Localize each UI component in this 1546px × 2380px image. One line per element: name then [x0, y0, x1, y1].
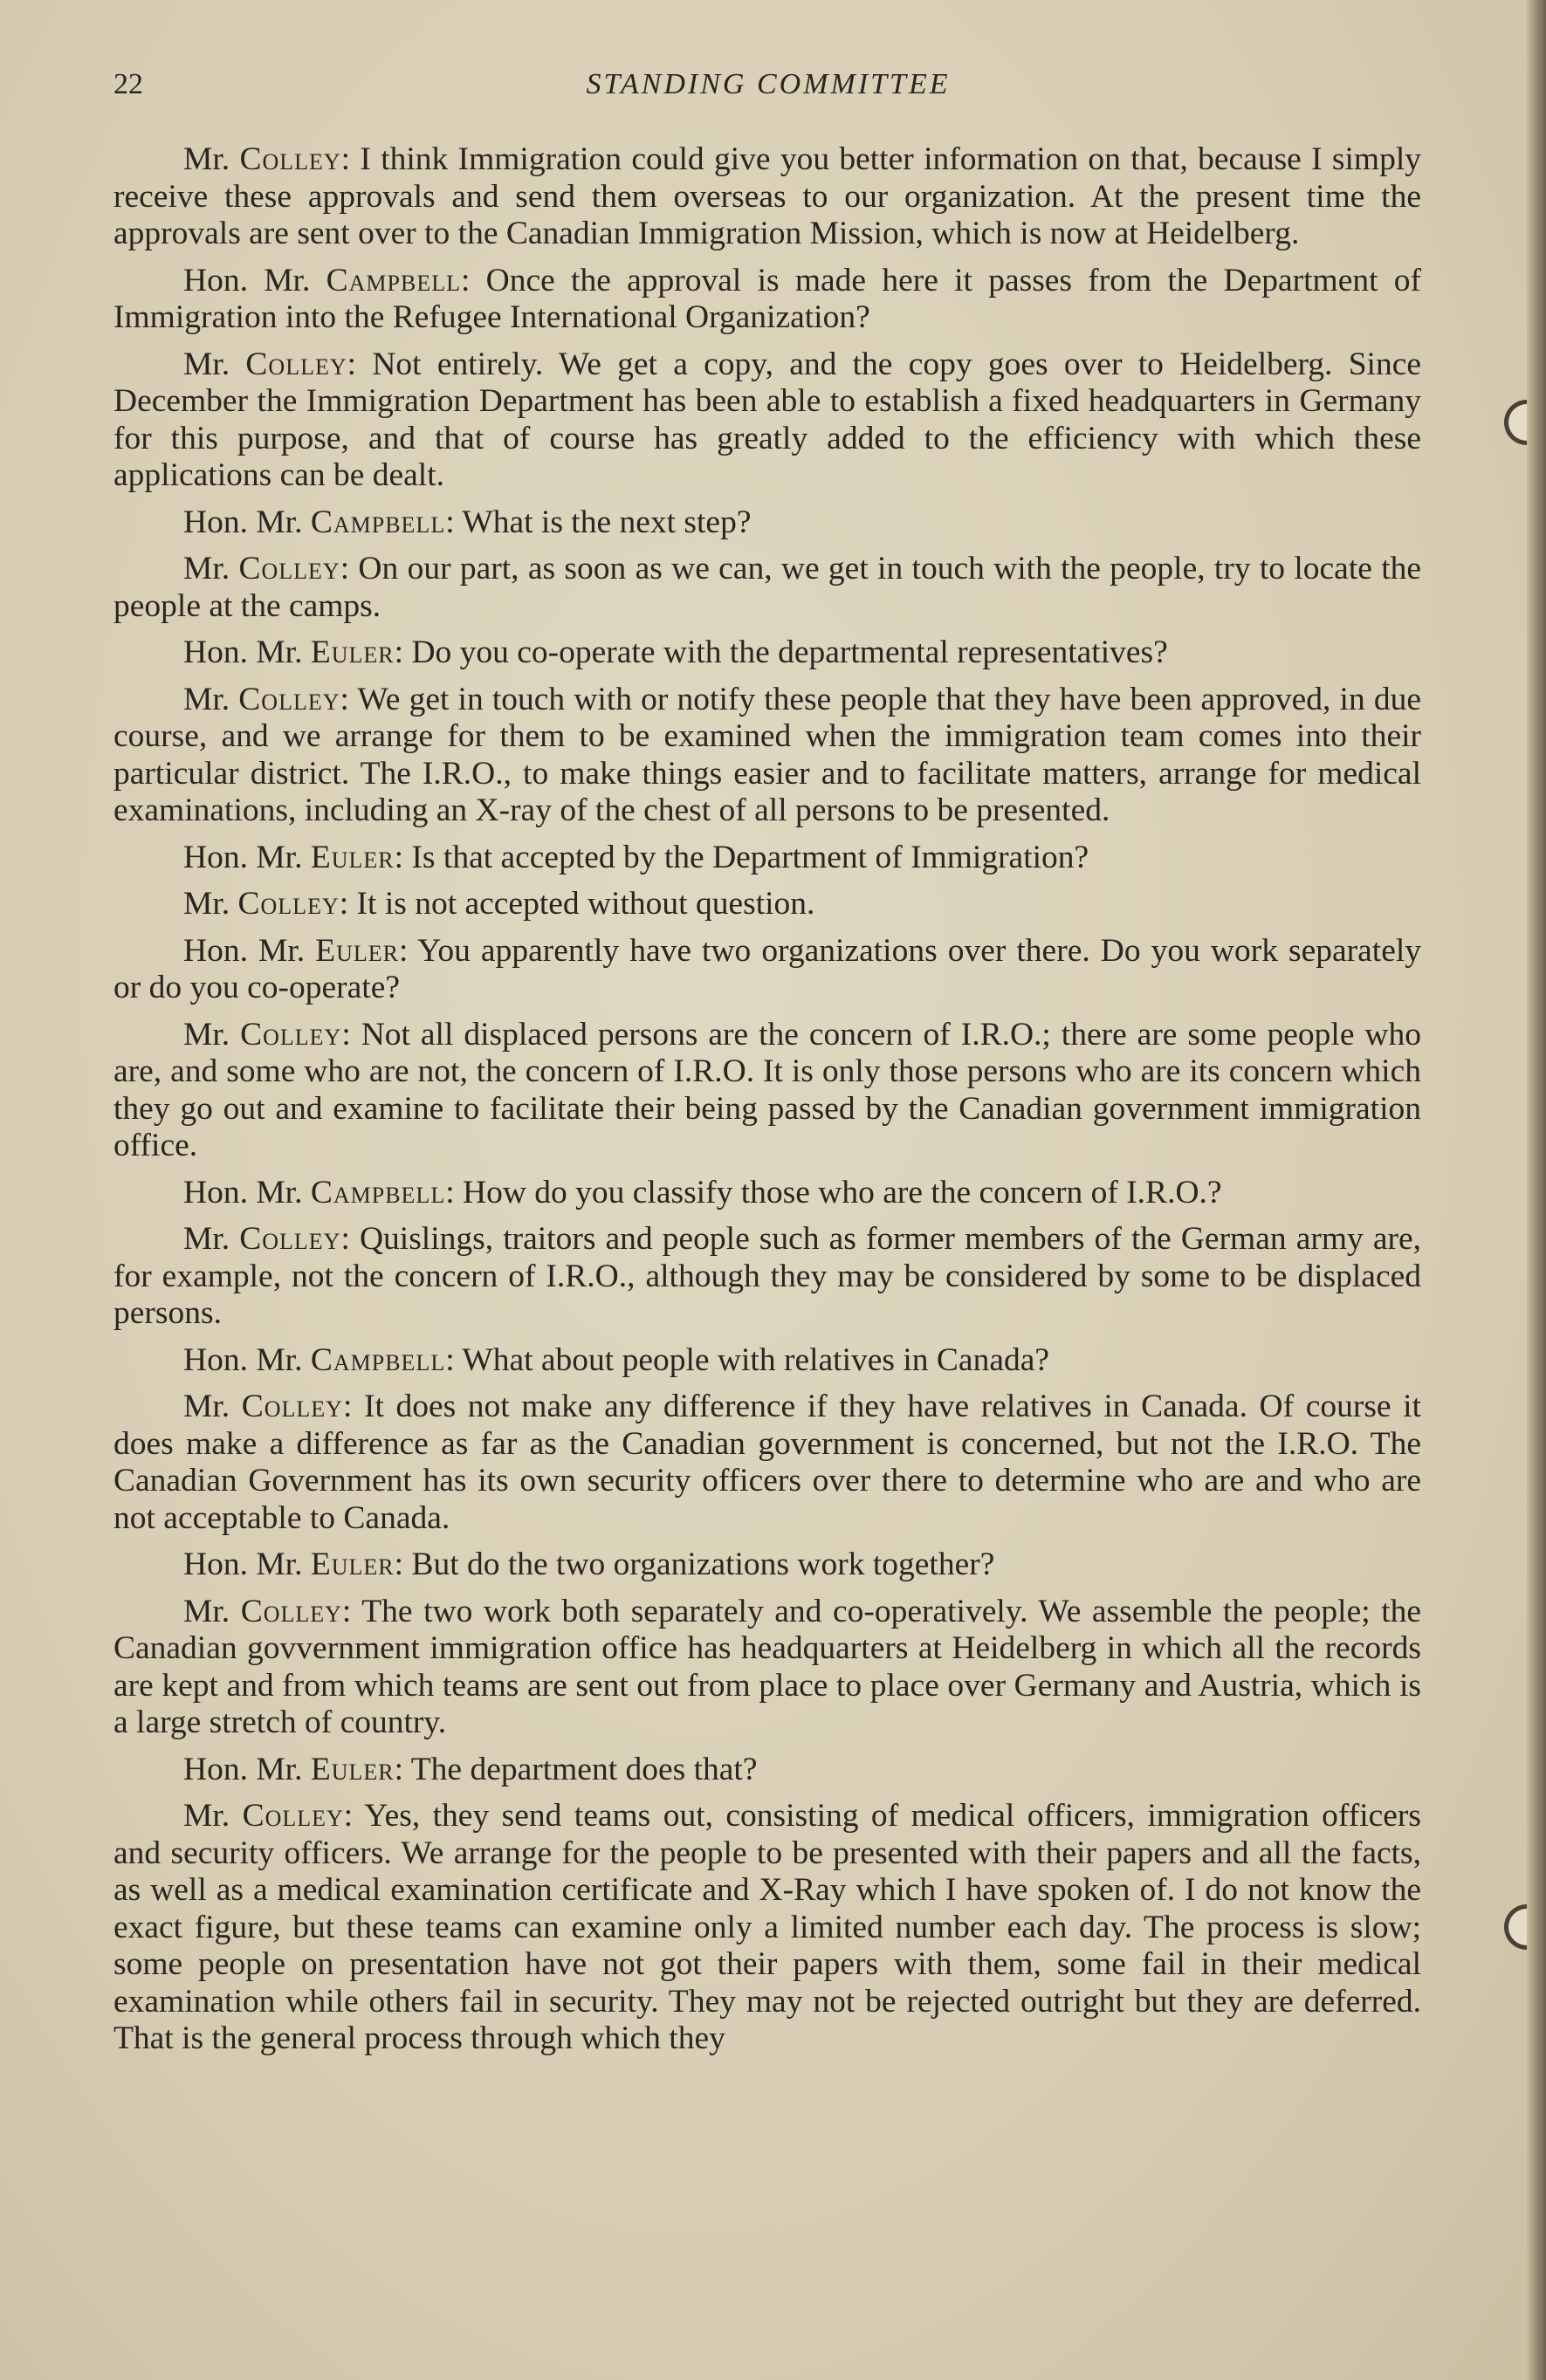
speech-text: It is not accepted without question. [356, 886, 815, 922]
binder-ring-mark [1504, 1904, 1527, 1950]
speaker-title: Hon. Mr. [183, 1751, 303, 1787]
speech-text: Not entirely. We get a copy, and the copy goes over to Heidelberg. Since December the Immigration Department has been able to establish a fixed headquarters in Germany for this purpose, and that of course has greatly added to the efficiency with which these applications can be dealt. [113, 346, 1422, 493]
page-header [113, 68, 1423, 112]
speaker-name: Campbell [310, 1174, 446, 1211]
speech-text: But do the two organizations work together? [411, 1547, 995, 1582]
speaker-name: Colley [240, 1016, 342, 1053]
speaker-name: Colley [239, 141, 341, 177]
transcript-paragraph: Mr. Colley: On our part, as soon as we can, we get in touch with the people, try to locate the people at the camps. [113, 551, 1422, 624]
transcript-paragraph: Mr. Colley: Quislings, traitors and people such as former members of the German army are, for example, not the concern of I.R.O., although they may be considered by some to be displaced persons. [113, 1221, 1421, 1331]
speech-text: The two work both separately and co-operatively. We assemble the people; the Canadian govvernment immigration office has headquarters at Heidelberg in which all the records are kept and from which teams are sent out from place to place over Germany and Austria, which is a large stretch of country. [113, 1593, 1422, 1740]
page-number: 22 [113, 68, 143, 100]
transcript-paragraph: Mr. Colley: Not all displaced persons are the concern of I.R.O.; there are some people who are, and some who are not, the concern of I.R.O. It is only those persons who are its concern which they go out and examine to facilitate their being passed by the Canadian government immigration office. [113, 1016, 1421, 1163]
speaker-name: Colley [240, 1593, 342, 1629]
speaker-name: Euler [310, 634, 395, 670]
speaker-title: Mr. [183, 1389, 230, 1424]
transcript-paragraph: Hon. Mr. Euler: You apparently have two organizations over there. Do you work separately or do you co-operate? [113, 932, 1422, 1005]
speech-text: What about people with relatives in Canada? [462, 1341, 1050, 1378]
speaker-title: Hon. Mr. [183, 634, 303, 670]
speaker-name: Euler [315, 932, 399, 969]
transcript-paragraph: Hon. Mr. Campbell: What is the next step? [183, 504, 752, 540]
speaker-name: Euler [310, 1547, 395, 1582]
speaker-name: Colley [242, 1798, 344, 1834]
speech-text: It does not make any difference if they have relatives in Canada. Of course it does make a difference as far as the Canadian government is concerned, but not the I.R.O. The Canadian Government has its own security officers over there to determine who are and who are not acceptable to Canada. [113, 1389, 1421, 1536]
speech-text: I think Immigration could give you better information on that, because I simply receive these approvals and send them overseas to our organization. At the present time the approvals are sent over to the Canadian Immigration Mission, which is now at Heidelberg. [113, 141, 1422, 251]
speaker-title: Hon. Mr. [183, 839, 303, 875]
speaker-name: Colley [239, 1221, 341, 1257]
speech-text: How do you classify those who are the concern of I.R.O.? [463, 1174, 1222, 1211]
page-edge [1527, 0, 1546, 2380]
speaker-name: Colley [238, 681, 340, 717]
speaker-title: Hon. Mr. [183, 262, 311, 298]
speaker-name: Campbell [310, 504, 446, 540]
speech-text: Do you co-operate with the departmental representatives? [411, 634, 1168, 670]
speaker-name: Campbell [326, 262, 461, 298]
speaker-title: Mr. [183, 1798, 230, 1834]
speech-text: The department does that? [410, 1751, 758, 1787]
speaker-title: Mr. [183, 1221, 230, 1257]
speaker-name: Colley [237, 886, 340, 922]
transcript-paragraph: Mr. Colley: We get in touch with or notify these people that they have been approved, in due course, and we arrange for them to be examined when the immigration team comes into their particular district. The I.R.O., to make things easier and to facilitate matters, arrange for medical examinations, including an X-ray of the chest of all persons to be presented. [113, 681, 1422, 828]
speech-text: On our part, as soon as we can, we get in touch with the people, try to locate the people at the camps. [113, 551, 1422, 624]
transcript-paragraph: Hon. Mr. Euler: The department does that? [183, 1751, 758, 1787]
transcript-paragraph: Mr. Colley: Not entirely. We get a copy, and the copy goes over to Heidelberg. Since December the Immigration Department has been able to establish a fixed headquarters in Germany for this purpose, and that of course has greatly added to the efficiency with which these applications can be dealt. [113, 346, 1422, 493]
transcript-paragraph: Hon. Mr. Campbell: Once the approval is made here it passes from the Department of Immigration into the Refugee International Organization? [113, 262, 1422, 335]
speaker-title: Hon. Mr. [183, 932, 306, 969]
speaker-title: Mr. [183, 141, 230, 177]
transcript-paragraph: Hon. Mr. Euler: Do you co-operate with the departmental representatives? [183, 634, 1168, 670]
speaker-title: Hon. Mr. [183, 504, 303, 540]
transcript-paragraph: Hon. Mr. Euler: Is that accepted by the Department of Immigration? [183, 839, 1089, 875]
speech-text: Is that accepted by the Department of Immigration? [411, 839, 1089, 875]
speaker-title: Hon. Mr. [183, 1341, 303, 1378]
transcript-paragraph: Hon. Mr. Campbell: What about people with relatives in Canada? [183, 1341, 1050, 1378]
speaker-title: Mr. [183, 1593, 230, 1629]
speaker-name: Colley [238, 551, 340, 586]
running-head: STANDING COMMITTEE [586, 68, 951, 100]
speech-text: Yes, they send teams out, consisting of medical officers, immigration officers and security officers. We arrange for the people to be presented with their papers and all the facts, as well as a medical examination certificate and X-Ray which I have spoken of. I do not know the exact figure, but these teams can examine only a limited number each day. The process is slow; some people on presentation have not got their papers with them, some fail in their medical examination while others fail in security. They may not be rejected outright but they are deferred. That is the general process through which they [113, 1798, 1422, 2056]
speaker-title: Hon. Mr. [183, 1547, 303, 1582]
transcript-paragraph: Mr. Colley: It does not make any difference if they have relatives in Canada. Of course it does make a difference as far as the Canadian government is concerned, but not the I.R.O. The Canadian Government has its own security officers over there to determine who are and who are not acceptable to Canada. [113, 1389, 1421, 1536]
speaker-title: Mr. [183, 346, 230, 382]
speaker-name: Euler [310, 839, 395, 875]
speaker-title: Mr. [183, 551, 230, 586]
speaker-title: Mr. [183, 886, 230, 922]
transcript-paragraph: Mr. Colley: The two work both separately and co-operatively. We assemble the people; the Canadian govvernment immigration office has headquarters at Heidelberg in which all the records are kept and from which teams are sent out from place to place over Germany and Austria, which is a large stretch of country. [113, 1593, 1422, 1740]
speaker-name: Colley [241, 1389, 343, 1424]
speech-text: Not all displaced persons are the concern of I.R.O.; there are some people who are, and some who are not, the concern of I.R.O. It is only those persons who are its concern which they go out and examine to facilitate their being passed by the Canadian government immigration office. [113, 1016, 1421, 1163]
speaker-name: Colley [245, 346, 347, 382]
speaker-name: Euler [310, 1751, 395, 1787]
transcript-paragraph: Mr. Colley: I think Immigration could give you better information on that, because I simply receive these approvals and send them overseas to our organization. At the present time the approvals are sent over to the Canadian Immigration Mission, which is now at Heidelberg. [113, 141, 1422, 251]
transcript-paragraph: Hon. Mr. Campbell: How do you classify those who are the concern of I.R.O.? [183, 1174, 1222, 1211]
speech-text: Once the approval is made here it passes from the Department of Immigration into the Refugee International Organization? [113, 262, 1422, 335]
transcript-body [113, 141, 1421, 2068]
transcript-paragraph: Hon. Mr. Euler: But do the two organizations work together? [183, 1547, 995, 1582]
speaker-title: Mr. [183, 1016, 230, 1053]
speech-text: What is the next step? [462, 504, 752, 540]
speaker-name: Campbell [310, 1341, 446, 1378]
binder-ring-mark [1504, 400, 1527, 445]
speech-text: Quislings, traitors and people such as former members of the German army are, for example, not the concern of I.R.O., although they may be considered by some to be displaced persons. [113, 1221, 1421, 1331]
transcript-paragraph: Mr. Colley: It is not accepted without question. [183, 886, 815, 922]
speaker-title: Hon. Mr. [183, 1174, 303, 1211]
speaker-title: Mr. [183, 681, 230, 717]
speech-text: We get in touch with or notify these people that they have been approved, in due course, and we arrange for them to be examined when the immigration team comes into their particular district. The I.R.O., to make things easier and to facilitate matters, arrange for medical examinations, including an X-ray of the chest of all persons to be presented. [113, 681, 1422, 828]
speech-text: You apparently have two organizations over there. Do you work separately or do you co-operate? [113, 932, 1422, 1005]
transcript-paragraph: Mr. Colley: Yes, they send teams out, consisting of medical officers, immigration officers and security officers. We arrange for the people to be presented with their papers and all the facts, as well as a medical examination certificate and X-Ray which I have spoken of. I do not know the exact figure, but these teams can examine only a limited number each day. The process is slow; some people on presentation have not got their papers with them, some fail in their medical examination while others fail in security. They may not be rejected outright but they are deferred. That is the general process through which they [113, 1798, 1422, 2056]
